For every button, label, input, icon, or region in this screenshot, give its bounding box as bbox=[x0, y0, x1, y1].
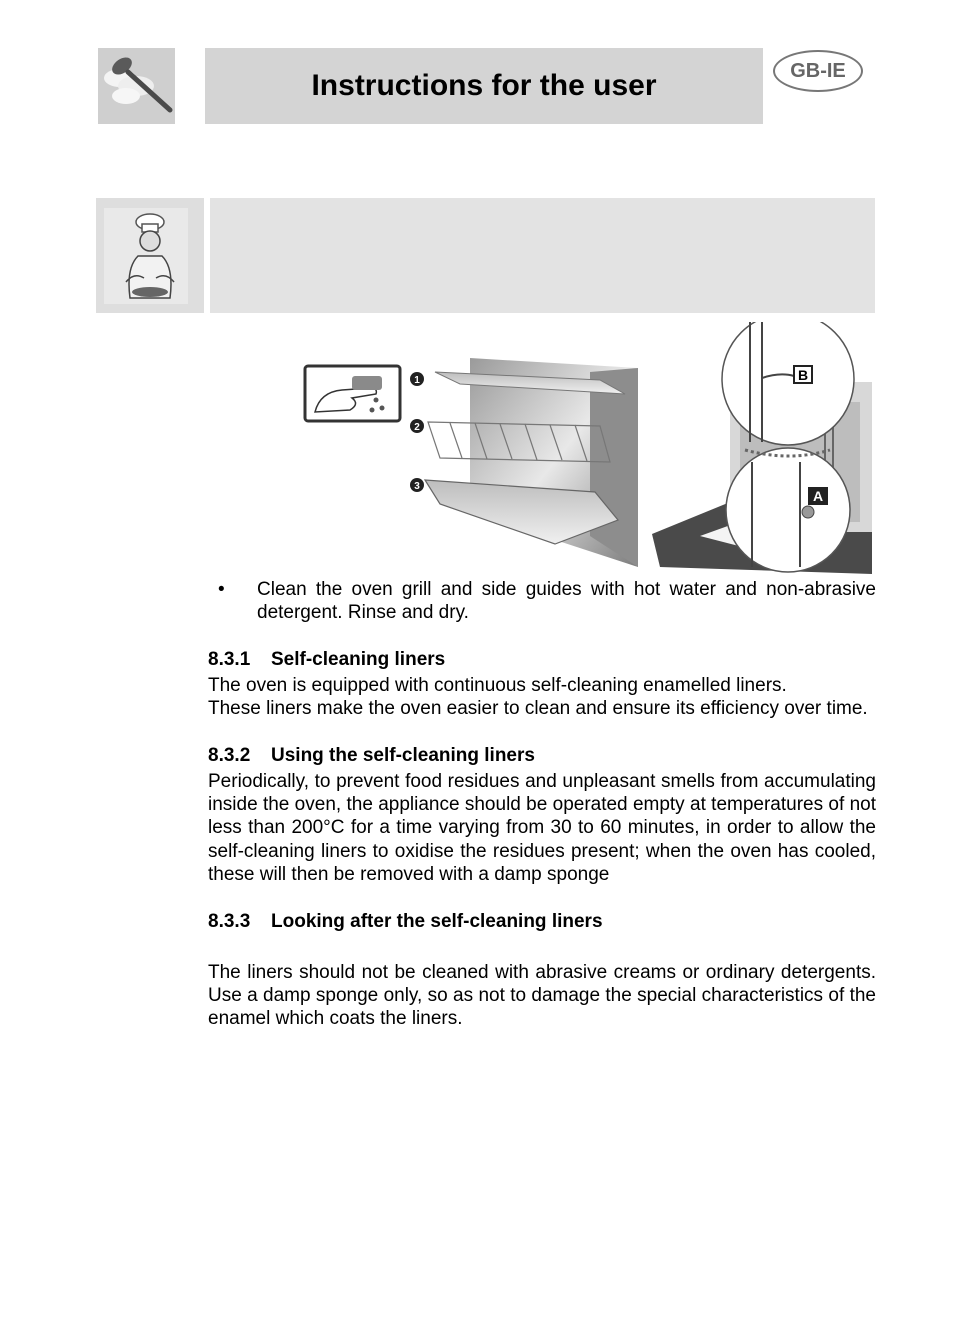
page-content bbox=[208, 578, 876, 1030]
section-heading-8-3-3 bbox=[208, 910, 876, 933]
header-title-bar bbox=[205, 48, 763, 124]
section-heading-8-3-1 bbox=[208, 648, 876, 671]
oven-diagram bbox=[300, 322, 875, 577]
spoon-icon bbox=[98, 48, 175, 124]
section-number: 8.3.2 bbox=[208, 745, 251, 767]
section-paragraph: These liners make the oven easier to clean and ensure its efficiency over time. bbox=[208, 698, 868, 720]
callout-2 bbox=[410, 419, 424, 433]
callout-3 bbox=[410, 478, 424, 492]
language-badge: GB-IE bbox=[773, 50, 863, 92]
section-title: Self-cleaning liners bbox=[271, 648, 446, 670]
section-title: Using the self-cleaning liners bbox=[271, 745, 535, 767]
sponge-hand-icon bbox=[305, 366, 400, 421]
oven-door-detail bbox=[652, 322, 872, 574]
label-b: B bbox=[797, 367, 809, 383]
chef-icon-frame bbox=[104, 208, 188, 304]
section-heading-8-3-2 bbox=[208, 744, 876, 767]
bullet-item bbox=[208, 578, 876, 625]
label-a: A bbox=[812, 488, 824, 504]
svg-text:2: 2 bbox=[414, 422, 420, 433]
callout-1 bbox=[410, 372, 424, 386]
section-number: 8.3.1 bbox=[208, 648, 251, 670]
spoon-logo bbox=[98, 48, 175, 124]
section-paragraph: The oven is equipped with continuous self-cleaning enamelled liners. bbox=[208, 674, 787, 696]
chef-icon bbox=[104, 208, 188, 304]
svg-text:3: 3 bbox=[414, 481, 420, 492]
section-paragraph: The liners should not be cleaned with abrasive creams or ordinary detergents. Use a damp sponge only, so as not to damage the special characteristics of the enamel which coats the liners. bbox=[208, 961, 876, 1030]
oven-cleaning-illustration bbox=[300, 322, 875, 577]
svg-text:1: 1 bbox=[414, 375, 420, 386]
section-title: Looking after the self-cleaning liners bbox=[271, 911, 603, 933]
section-header-bar bbox=[210, 198, 875, 313]
page-title: Instructions for the user bbox=[311, 69, 657, 102]
bullet-text: Clean the oven grill and side guides with hot water and non-abrasive detergent. Rinse and dry. bbox=[257, 579, 876, 624]
bullet-dot: • bbox=[218, 579, 225, 600]
section-number: 8.3.3 bbox=[208, 911, 251, 933]
section-paragraph: Periodically, to prevent food residues and unpleasant smells from accumulating inside the oven, the appliance should be operated empty at temperatures of not less than 200°C for a time varying from 30 to 60 minutes, in order to allow the self-cleaning liners to oxidise the residues present; when the oven has cooled, these will then be removed with a damp sponge bbox=[208, 770, 876, 885]
chef-icon-box bbox=[96, 198, 204, 313]
